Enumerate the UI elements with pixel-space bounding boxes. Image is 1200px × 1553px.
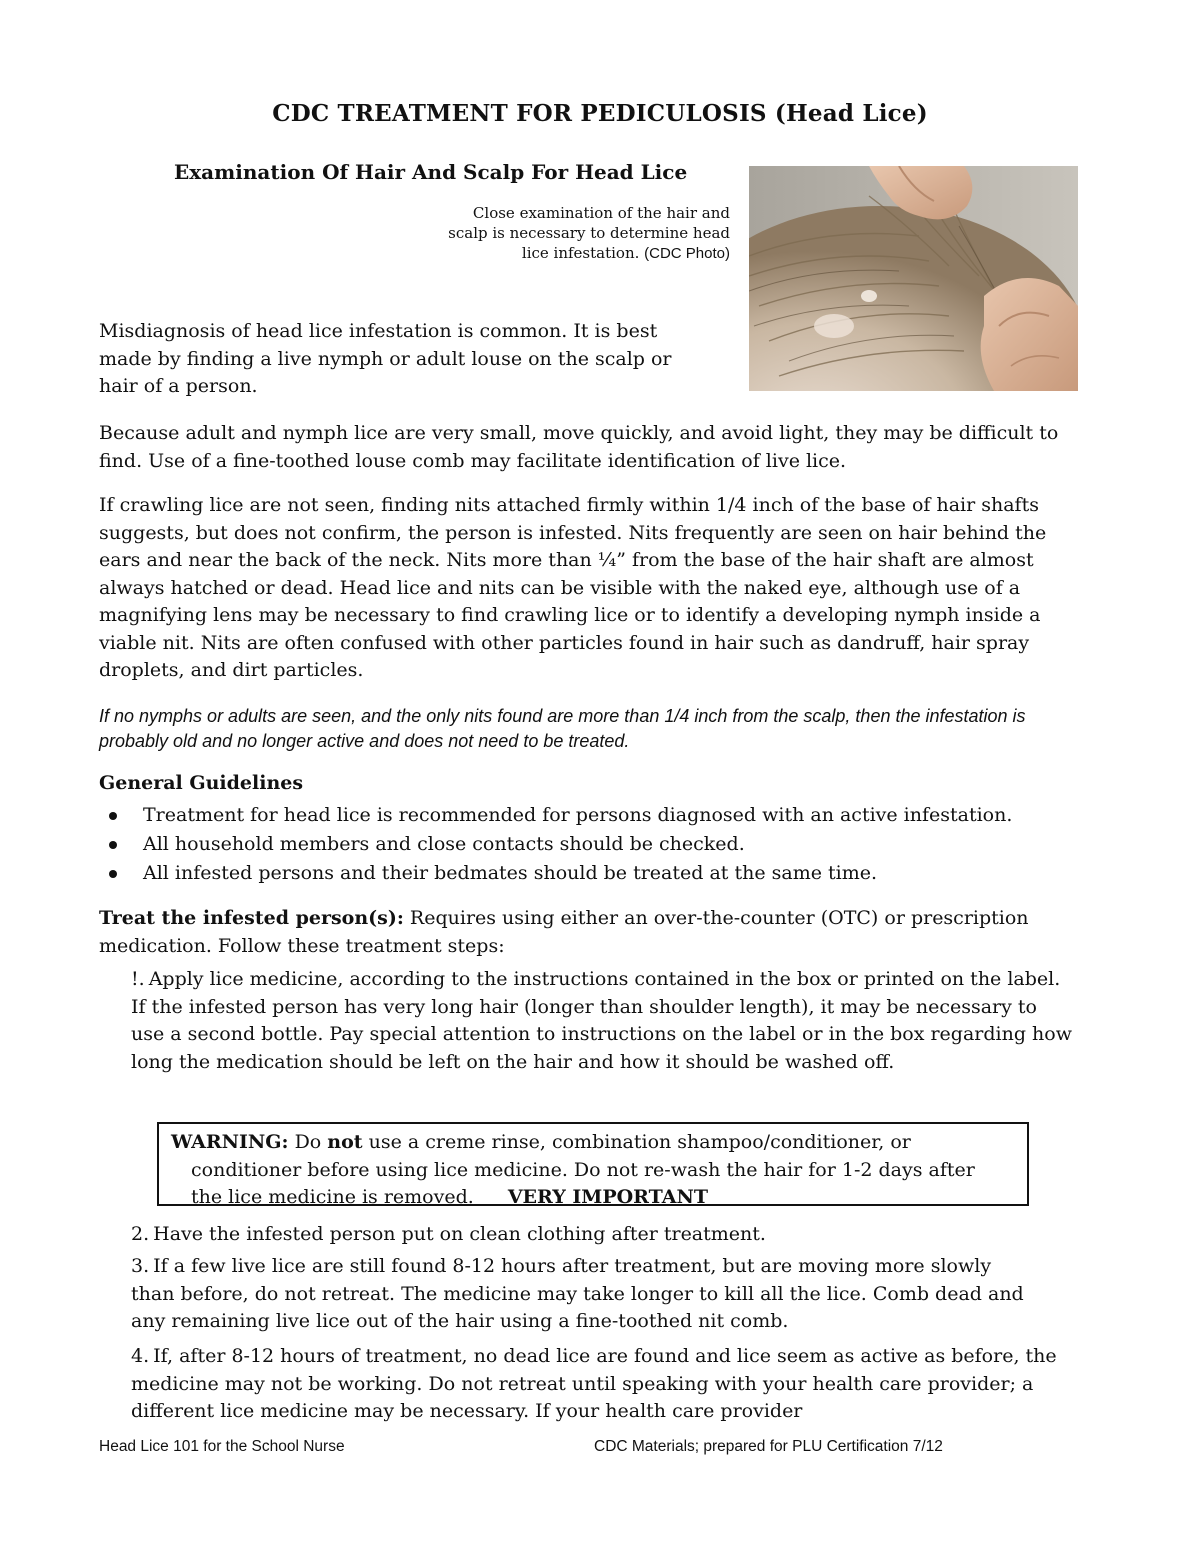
section-subtitle: Examination Of Hair And Scalp For Head Lice bbox=[174, 160, 688, 184]
treatment-step bbox=[131, 966, 1076, 1076]
guidelines-list bbox=[99, 801, 1012, 888]
very-important-label: VERY IMPORTANT bbox=[507, 1186, 708, 1208]
paragraph-nits: If crawling lice are not seen, finding nits attached firmly within 1/4 inch of the base of hair shafts suggests, but does not confirm, the person is infested. Nits frequently are seen on hair behind the ears and near the back of the neck. Nits more than ¼” from the base of the hair shaft are almost always hatched or dead. Head lice and nits can be visible with the naked eye, although use of a magnifying lens may be necessary to find crawling lice or to identify a developing nymph inside a viable nit. Nits are often confused with other particles found in hair such as dandruff, hair spray droplets, and dirt particles. bbox=[99, 494, 1047, 681]
step-text: If a few live lice are still found 8-12 hours after treatment, but are moving more slowly than before, do not retreat. The medicine may take longer to kill all the lice. Comb dead and any remaining live lice out of the hair using a fine-toothed nit comb. bbox=[131, 1255, 1024, 1332]
footer-right: CDC Materials; prepared for PLU Certification 7/12 bbox=[594, 1438, 943, 1455]
list-item-text: All household members and close contacts should be checked. bbox=[143, 833, 745, 855]
treatment-step bbox=[131, 1343, 1061, 1426]
scalp-photo bbox=[749, 166, 1078, 391]
page-title: CDC TREATMENT FOR PEDICULOSIS (Head Lice) bbox=[272, 100, 928, 127]
step-number: !. bbox=[131, 968, 145, 990]
bullet-icon bbox=[109, 812, 117, 820]
caption-credit: (CDC Photo) bbox=[644, 245, 730, 262]
caption-line: Close examination of the hair and bbox=[472, 204, 730, 222]
paragraph-small-lice: Because adult and nymph lice are very small, move quickly, and avoid light, they may be difficult to find. Use of a fine-toothed louse comb may facilitate identification of live lice. bbox=[99, 422, 1059, 472]
step-number: 3. bbox=[131, 1255, 150, 1277]
photo-caption bbox=[420, 203, 730, 264]
paragraph-misdiagnosis: Misdiagnosis of head lice infestation is common. It is best made by finding a live nymph or adult louse on the scalp or hair of a person. bbox=[99, 320, 672, 397]
list-item bbox=[99, 859, 1012, 888]
step-number: 4. bbox=[131, 1345, 150, 1367]
list-item-text: Treatment for head lice is recommended for persons diagnosed with an active infestation. bbox=[143, 804, 1013, 826]
step-number: 2. bbox=[131, 1223, 150, 1245]
general-guidelines-heading: General Guidelines bbox=[99, 772, 304, 794]
list-item bbox=[99, 801, 1012, 830]
bullet-icon bbox=[109, 841, 117, 849]
treatment-step bbox=[131, 1221, 1076, 1249]
step-text: Have the infested person put on clean clothing after treatment. bbox=[153, 1223, 766, 1245]
step-text: Apply lice medicine, according to the instructions contained in the box or printed on the label. If the infested person has very long hair (longer than shoulder length), it may be necessary to use a second bottle. Pay special attention to instructions on the label or in the box regarding how long the medication should be left on the hair and how it should be washed off. bbox=[131, 968, 1072, 1073]
list-item bbox=[99, 830, 1012, 859]
caption-line: scalp is necessary to determine head bbox=[448, 224, 730, 242]
treatment-step bbox=[131, 1253, 1031, 1336]
warning-text: use a creme rinse, combination shampoo/conditioner, or bbox=[362, 1131, 911, 1153]
treat-paragraph bbox=[99, 905, 1079, 960]
treat-lead: Treat the infested person(s): bbox=[99, 907, 404, 929]
warning-line: conditioner before using lice medicine. Do not re-wash the hair for 1-2 days after bbox=[191, 1158, 975, 1181]
caption-line bbox=[420, 243, 730, 264]
italic-note: If no nymphs or adults are seen, and the only nits found are more than 1/4 inch from the scalp, then the infestation is probably old and no longer active and does not need to be treated. bbox=[99, 706, 1026, 751]
caption-text: lice infestation. bbox=[521, 244, 645, 262]
warning-line bbox=[171, 1129, 1017, 1157]
list-item-text: All infested persons and their bedmates should be treated at the same time. bbox=[143, 862, 878, 884]
footer-left: Head Lice 101 for the School Nurse bbox=[99, 1438, 345, 1455]
warning-label: WARNING: bbox=[171, 1131, 289, 1153]
warning-line bbox=[171, 1184, 1017, 1212]
warning-box bbox=[157, 1122, 1029, 1206]
warning-not: not bbox=[327, 1131, 363, 1153]
bullet-icon bbox=[109, 870, 117, 878]
step-text: If, after 8-12 hours of treatment, no dead lice are found and lice seem as active as before, the medicine may not be working. Do not retreat until speaking with your health care provider; a different lice medicine may be necessary. If your health care provider bbox=[131, 1345, 1057, 1422]
warning-text: Do bbox=[288, 1131, 328, 1153]
warning-text: the lice medicine is removed. bbox=[191, 1186, 474, 1208]
treat-text: Requires using either an over-the-counter (OTC) or prescription medication. Follow these treatment steps: bbox=[99, 907, 1029, 957]
